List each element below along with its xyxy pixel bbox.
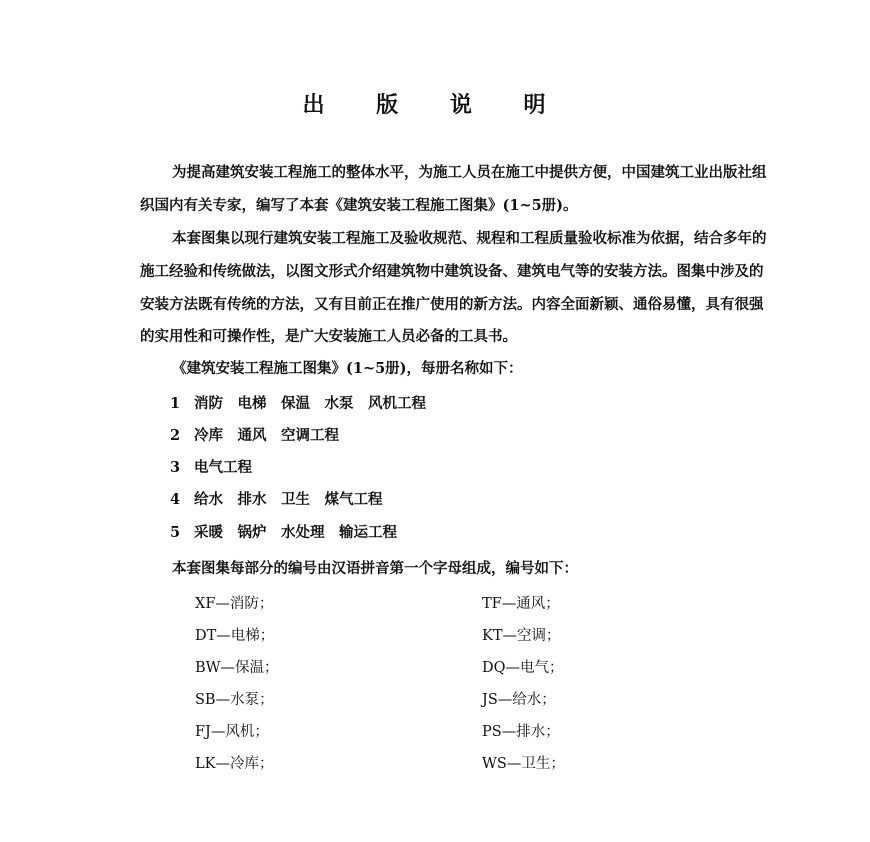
volume-number: 1 bbox=[170, 395, 181, 412]
code-item-left: SB—水泵； bbox=[195, 692, 274, 708]
code-item-right: WS—卫生； bbox=[482, 756, 565, 772]
paragraph-1-line-2: 织国内有关专家，编写了本套《建筑安装工程施工图集》(1~5册)。 bbox=[140, 197, 578, 214]
volume-name: 给水 排水 卫生 煤气工程 bbox=[194, 491, 383, 508]
code-item-left: XF—消防； bbox=[195, 596, 274, 612]
paragraph-4: 本套图集每部分的编号由汉语拼音第一个字母组成，编号如下： bbox=[172, 560, 578, 577]
paragraph-2-line-4: 的实用性和可操作性，是广大安装施工人员必备的工具书。 bbox=[140, 328, 517, 345]
volume-item bbox=[170, 488, 383, 509]
volume-item bbox=[170, 424, 339, 445]
volume-number: 3 bbox=[170, 459, 181, 476]
volume-number: 5 bbox=[170, 524, 181, 541]
code-item-right: TF—通风； bbox=[482, 596, 560, 612]
paragraph-2-line-2: 施工经验和传统做法，以图文形式介绍建筑物中建筑设备、建筑电气等的安装方法。图集中涉及的 bbox=[140, 263, 764, 280]
code-item-right: PS—排水； bbox=[482, 724, 560, 740]
page-title: 出 版 说 明 bbox=[302, 92, 568, 118]
volume-item bbox=[170, 456, 252, 477]
code-item-left: DT—电梯； bbox=[195, 628, 275, 644]
volume-number: 2 bbox=[170, 427, 181, 444]
volume-item bbox=[170, 392, 426, 413]
paragraph-1-line-1: 为提高建筑安装工程施工的整体水平，为施工人员在施工中提供方便，中国建筑工业出版社组 bbox=[172, 164, 767, 181]
paragraph-3: 《建筑安装工程施工图集》(1~5册)，每册名称如下： bbox=[172, 360, 523, 377]
paragraph-2-line-3: 安装方法既有传统的方法，又有目前正在推广使用的新方法。内容全面新颖、通俗易懂，具有很强 bbox=[140, 296, 764, 313]
paragraph-2-line-1: 本套图集以现行建筑安装工程施工及验收规范、规程和工程质量验收标准为依据，结合多年的 bbox=[172, 230, 767, 247]
volume-name: 冷库 通风 空调工程 bbox=[194, 427, 339, 444]
volume-name: 电气工程 bbox=[194, 459, 252, 476]
code-item-right: JS—给水； bbox=[482, 692, 556, 708]
volume-item bbox=[170, 521, 397, 542]
volume-name: 消防 电梯 保温 水泵 风机工程 bbox=[194, 395, 426, 412]
code-item-left: LK—冷库； bbox=[195, 756, 274, 772]
code-item-left: BW—保温； bbox=[195, 660, 279, 676]
code-item-right: DQ—电气； bbox=[482, 660, 564, 676]
volume-name: 采暖 锅炉 水处理 输运工程 bbox=[194, 524, 397, 541]
volume-number: 4 bbox=[170, 491, 181, 508]
code-item-right: KT—空调； bbox=[482, 628, 561, 644]
code-item-left: FJ—风机； bbox=[195, 724, 269, 740]
